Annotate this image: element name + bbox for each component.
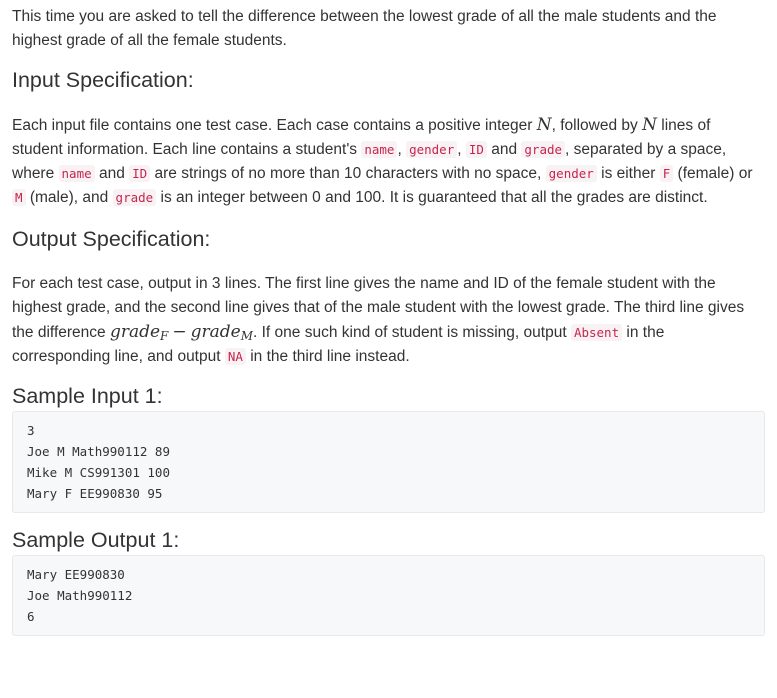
input-text: and xyxy=(94,165,130,182)
output-spec-heading: Output Specification: xyxy=(12,227,211,251)
output-text: . If one such kind of student is missing, output xyxy=(253,324,571,341)
input-text: , separated by a space, where xyxy=(12,141,727,182)
sample-output-heading: Sample Output 1: xyxy=(12,528,180,552)
intro-paragraph: This time you are asked to tell the difference between the lowest grade of all the male students and the highest grade of all the female students. xyxy=(12,8,717,49)
math-var-n: N xyxy=(642,115,657,135)
input-spec-paragraph xyxy=(12,113,765,210)
output-text: For each test case, output in 3 lines. The first line gives the name and ID of the female student with the highest grade, and the second line gives that of the male student with the lowest grade. The third line gives the difference xyxy=(12,275,745,341)
inline-code-id: ID xyxy=(466,141,487,158)
input-text: Each input file contains one test case. Each case contains a positive integer xyxy=(12,117,537,134)
output-text: in the corresponding line, and output xyxy=(12,324,665,365)
math-grade: grade xyxy=(109,322,161,342)
sample-input-heading: Sample Input 1: xyxy=(12,384,163,408)
inline-code-name: name xyxy=(361,141,397,158)
input-spec-heading: Input Specification: xyxy=(12,68,194,92)
math-difference xyxy=(110,322,253,342)
math-sub-f: F xyxy=(160,329,169,343)
inline-code-grade: grade xyxy=(113,189,157,206)
sample-input-block: 3 Joe M Math990112 89 Mike M CS991301 100 Mary F EE990830 95 xyxy=(12,411,765,513)
math-sub-m: M xyxy=(240,329,254,343)
input-text: , followed by xyxy=(551,117,643,134)
output-spec-paragraph xyxy=(12,272,765,369)
input-text: (male), and xyxy=(25,189,113,206)
inline-code-gender: gender xyxy=(406,141,457,158)
inline-code-na: NA xyxy=(225,348,246,365)
inline-code-f: F xyxy=(660,165,674,182)
inline-code-m: M xyxy=(12,189,26,206)
input-text: is an integer between 0 and 100. It is guaranteed that all the grades are distinct. xyxy=(156,189,708,206)
input-text: , xyxy=(397,141,407,158)
sample-output-block: Mary EE990830 Joe Math990112 6 xyxy=(12,555,765,636)
inline-code-absent: Absent xyxy=(571,324,622,341)
math-grade: grade xyxy=(190,322,241,342)
input-text: (female) or xyxy=(673,165,753,182)
math-minus: − xyxy=(172,322,187,342)
math-var-n: N xyxy=(536,115,552,135)
input-text: are strings of no more than 10 characters with no space, xyxy=(150,165,546,182)
input-text: is either xyxy=(596,165,660,182)
inline-code-grade: grade xyxy=(521,141,565,158)
input-text: lines of student information. Each line contains a student's xyxy=(12,117,711,158)
input-text: , xyxy=(457,141,466,158)
inline-code-name: name xyxy=(59,165,95,182)
inline-code-gender: gender xyxy=(546,165,597,182)
inline-code-id: ID xyxy=(129,165,150,182)
output-text: in the third line instead. xyxy=(245,348,410,365)
input-text: and xyxy=(486,141,522,158)
